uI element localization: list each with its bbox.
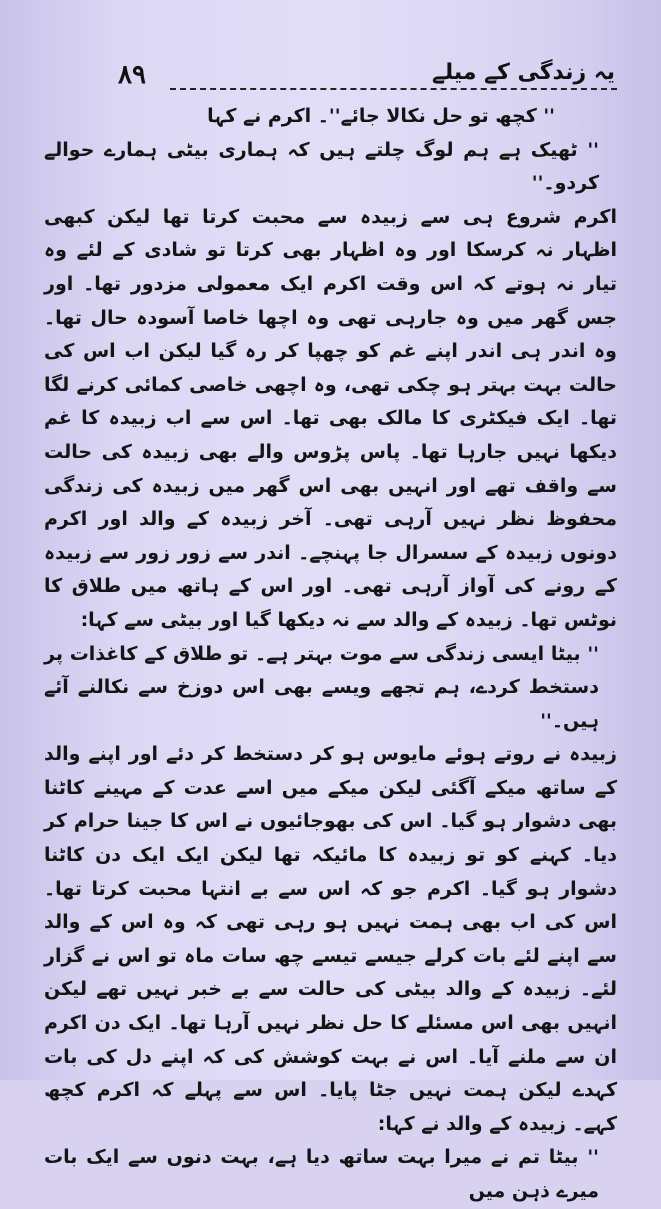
page-number: ۸۹ [118,60,146,90]
running-header: یہ زندگی کے میلے [432,60,615,85]
header-dashed-rule [170,88,617,90]
page-body [44,100,617,1202]
body-paragraph: اکرم شروع ہی سے زبیدہ سے محبت کرتا تھا لیکن کبھی اظہار نہ کرسکا اور وہ اظہار بھی کرتا تو شادی کے لئے وہ تیار نہ ہوتے کہ اس وقت اکرم ایک معمولی مزدور تھا۔ اور جس گھر میں وہ جارہی تھی وہ اچھا خاصا آسودہ حال تھا۔ وہ اندر ہی اندر اپنے غم کو چھپا کر رہ گیا لیکن اب اس کی حالت بہت بہتر ہو چکی تھی، وہ اچھی خاصی کمائی کرنے لگا تھا۔ ایک فیکٹری کا مالک بھی تھا۔ اس سے اب زبیدہ کا غم دیکھا نہیں جارہا تھا۔ پاس پڑوس والے بھی زبیدہ کی حالت سے واقف تھے اور انہیں بھی اس گھر میں زبیدہ کی زندگی محفوظ نظر نہیں آرہی تھی۔ آخر زبیدہ کے والد اور اکرم دونوں زبیدہ کے سسرال جا پہنچے۔ اندر سے زور زور سے زبیدہ کے رونے کی آواز آرہی تھی۔ اور اس کے ہاتھ میں طلاق کا نوٹس تھا۔ زبیدہ کے والد سے نہ دیکھا گیا اور بیٹی سے کہا: [44,205,617,631]
dialogue-line: '' بیٹا تم نے میرا بہت ساتھ دیا ہے، بہت دنوں سے ایک بات میرے ذہن میں [44,1146,599,1202]
dialogue-paragraph: '' بیٹا ایسی زندگی سے موت بہتر ہے۔ تو طلاق کے کاغذات پر دستخط کردے، ہم تجھے ویسے بھی اس دوزخ سے نکالنے آئے ہیں۔'' [44,642,599,732]
body-paragraph: زبیدہ نے روتے ہوئے مایوس ہو کر دستخط کر دئے اور اپنے والد کے ساتھ میکے آگئی لیکن میکے میں اسے عدت کے مہینے کاٹنا بھی دشوار ہو گیا۔ اس کی بھوجائیوں نے اس کا جینا حرام کر دیا۔ کہنے کو تو زبیدہ کا مائیکہ تھا لیکن ایک ایک دن کاٹنا دشوار ہو گیا۔ اکرم جو کہ اس سے بے انتہا محبت کرتا تھا۔ اس کی اب بھی ہمت نہیں ہو رہی تھی کہ وہ اس کے والد سے اپنے لئے بات کرلے جیسے تیسے چھ سات ماہ تو اس نے گزار لئے۔ زبیدہ کے والد بیٹی کی حالت سے بے خبر نہیں تھے لیکن انہیں بھی اس مسئلے کا حل نظر نہیں آرہا تھا۔ ایک دن اکرم ان سے ملنے آیا۔ اس نے بہت کوشش کی کہ اپنے دل کی بات کہدے لیکن ہمت نہیں جٹا پایا۔ اس سے پہلے کہ اکرم کچھ کہے۔ زبیدہ کے والد نے کہا: [44,743,617,1135]
dialogue-line: '' کچھ تو حل نکالا جائے''۔ اکرم نے کہا [207,105,555,127]
dialogue-line: '' ٹھیک ہے ہم لوگ چلتے ہیں کہ ہماری بیٹی ہمارے حوالے کردو۔'' [44,138,599,195]
